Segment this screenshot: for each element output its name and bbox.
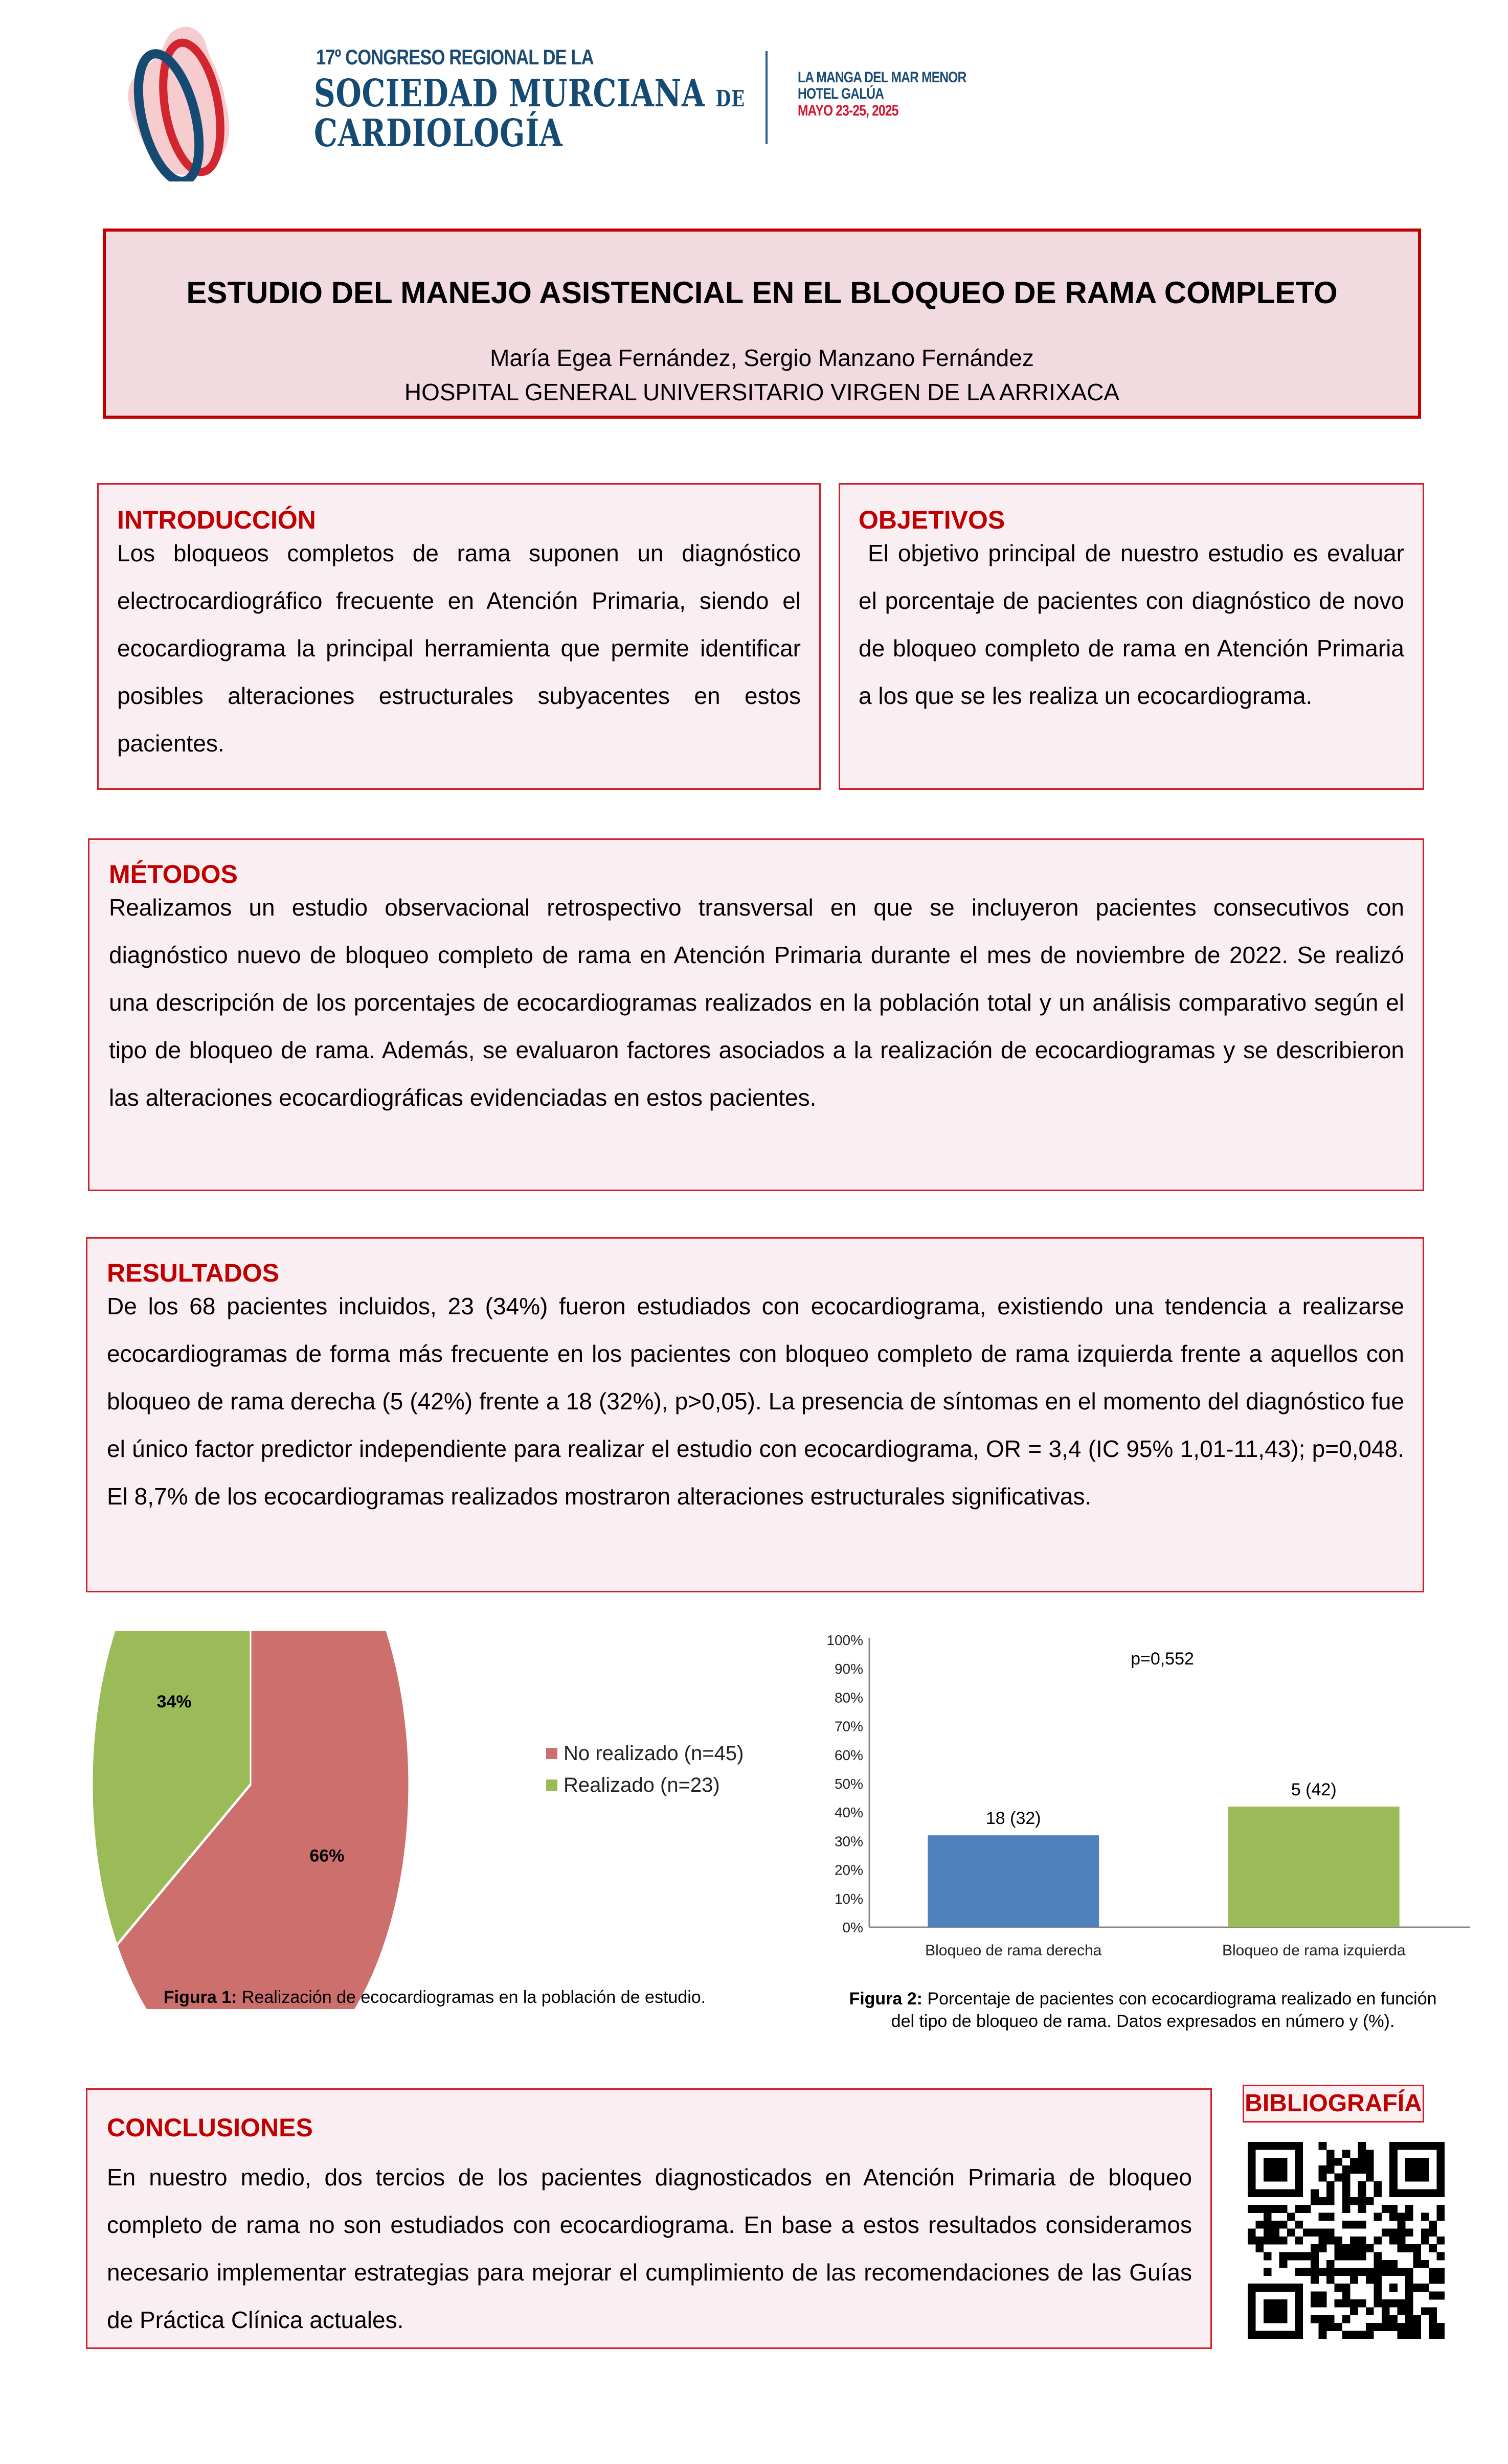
congress-name-line2 — [314, 72, 745, 116]
congress-name-line1: 17º CONGRESO REGIONAL DE LA — [316, 45, 594, 69]
congress-dates: MAYO 23-25, 2025 — [798, 102, 898, 119]
section-heading: OBJETIVOS — [859, 506, 1005, 534]
qr-code-icon[interactable] — [1248, 2142, 1445, 2339]
y-tick-label: 10% — [834, 1890, 863, 1907]
y-tick-label: 90% — [834, 1661, 863, 1677]
pie-data-label: 34% — [156, 1692, 192, 1712]
y-tick-label: 50% — [834, 1776, 863, 1792]
section-body: Los bloqueos completos de rama suponen un diagnóstico electrocardiográfico frecuente en Atención Primaria, siendo el ecocardiograma la principal herramienta que permite identificar posibles alteraciones estructurales subyacentes en estos pacientes. — [117, 540, 801, 757]
y-tick-label: 20% — [834, 1862, 863, 1878]
bibliografia-label — [1243, 2085, 1424, 2123]
figure1-text: Realización de ecocardiogramas en la población de estudio. — [237, 1988, 706, 2007]
bar-data-label: 18 (32) — [985, 1809, 1041, 1829]
y-tick-label: 40% — [834, 1805, 863, 1821]
figure1-caption — [77, 1988, 793, 2007]
bar — [928, 1835, 1099, 1927]
poster-institution: HOSPITAL GENERAL UNIVERSITARIO VIRGEN DE LA ARRIXACA — [404, 379, 1120, 405]
poster-authors: María Egea Fernández, Sergio Manzano Fernández — [490, 345, 1034, 371]
y-tick-label: 70% — [834, 1718, 863, 1735]
section-conclusiones — [86, 2088, 1212, 2349]
section-introduccion — [97, 483, 821, 790]
figure1-label: Figura 1: — [163, 1988, 237, 2007]
poster-title: ESTUDIO DEL MANEJO ASISTENCIAL EN EL BLOQUEO DE RAMA COMPLETO — [186, 276, 1338, 310]
bibliografia-heading: BIBLIOGRAFÍA — [1245, 2090, 1422, 2117]
p-value-annotation: p=0,552 — [1131, 1649, 1194, 1669]
section-body: De los 68 pacientes incluidos, 23 (34%) fueron estudiados con ecocardiograma, existiendo una tendencia a realizarse ecocardiogramas de forma más frecuente en los pacientes con bloqueo completo de rama izquierda frente a aquellos con bloqueo de rama derecha (5 (42%) frente a 18 (32%), p>0,05). La presencia de síntomas en el momento del diagnóstico fue el único factor predictor independiente para realizar el estudio con ecocardiograma, OR = 3,4 (IC 95% 1,01-11,43); p=0,048. El 8,7% de los ecocardiogramas realizados mostraron alteraciones estructurales significativas. — [107, 1293, 1404, 1510]
figure2-caption — [839, 1988, 1447, 2033]
title-block — [103, 229, 1421, 419]
pie-data-label: 66% — [309, 1846, 345, 1866]
section-body: En nuestro medio, dos tercios de los pacientes diagnosticados en Atención Primaria de bloqueo completo de rama no son estudiados con ecocardiograma. En base a estos resultados consideramos necesario implementar estrategias para mejorar el cumplimiento de las recomendaciones de las Guías de Práctica Clínica actuales. — [107, 2164, 1192, 2333]
figure2-label: Figura 2: — [849, 1989, 923, 2009]
section-objetivos — [839, 483, 1424, 790]
venue-line2: HOTEL GALÚA — [798, 85, 884, 102]
section-heading: INTRODUCCIÓN — [117, 506, 316, 534]
legend-label: Realizado (n=23) — [564, 1774, 720, 1796]
congress-name-line2-suffix: DE — [715, 86, 745, 112]
y-tick-label: 60% — [834, 1747, 863, 1763]
figure2-text: Porcentaje de pacientes con ecocardiograma realizado en función del tipo de bloqueo de rama. Datos expresados en número y (%). — [891, 1989, 1437, 2031]
header-divider — [766, 51, 768, 144]
legend-label: No realizado (n=45) — [564, 1742, 744, 1765]
bar-data-label: 5 (42) — [1291, 1779, 1337, 1799]
venue-line1: LA MANGA DEL MAR MENOR — [798, 69, 966, 86]
congress-name-line3: CARDIOLOGÍA — [314, 111, 563, 155]
y-tick-label: 100% — [826, 1632, 863, 1648]
legend-swatch — [546, 1748, 557, 1759]
y-tick-label: 0% — [842, 1920, 863, 1935]
section-heading: CONCLUSIONES — [107, 2113, 313, 2142]
congress-name-line2-text: SOCIEDAD MURCIANA — [314, 72, 705, 116]
y-tick-label: 30% — [834, 1833, 863, 1850]
section-body: El objetivo principal de nuestro estudio es evaluar el porcentaje de pacientes con diagnóstico de novo de bloqueo completo de rama en Atención Primaria a los que se les realiza un ecocardiograma. — [859, 540, 1411, 709]
pie-chart-realizacion — [77, 1631, 818, 2009]
section-heading: MÉTODOS — [109, 860, 238, 888]
x-tick-label: Bloqueo de rama derecha — [925, 1942, 1102, 1959]
bar-chart-tipo-bloqueo — [798, 1615, 1473, 1973]
section-metodos — [88, 838, 1424, 1191]
y-tick-label: 80% — [834, 1690, 863, 1706]
section-body: Realizamos un estudio observacional retrospectivo transversal en que se incluyeron pacientes consecutivos con diagnóstico nuevo de bloqueo completo de rama en Atención Primaria durante el mes de noviembre de 2022. Se realizó una descripción de los porcentajes de ecocardiogramas realizados en la población total y un análisis comparativo según el tipo de bloqueo de rama. Además, se evaluaron factores asociados a la realización de ecocardiogramas y se describieron las alteraciones ecocardiográficas evidenciadas en estos pacientes. — [109, 894, 1404, 1111]
heart-rings-logo-icon — [102, 18, 276, 181]
legend-swatch — [546, 1779, 557, 1791]
section-resultados — [86, 1237, 1424, 1592]
section-heading: RESULTADOS — [107, 1259, 280, 1287]
bar — [1228, 1807, 1400, 1927]
x-tick-label: Bloqueo de rama izquierda — [1222, 1942, 1406, 1959]
